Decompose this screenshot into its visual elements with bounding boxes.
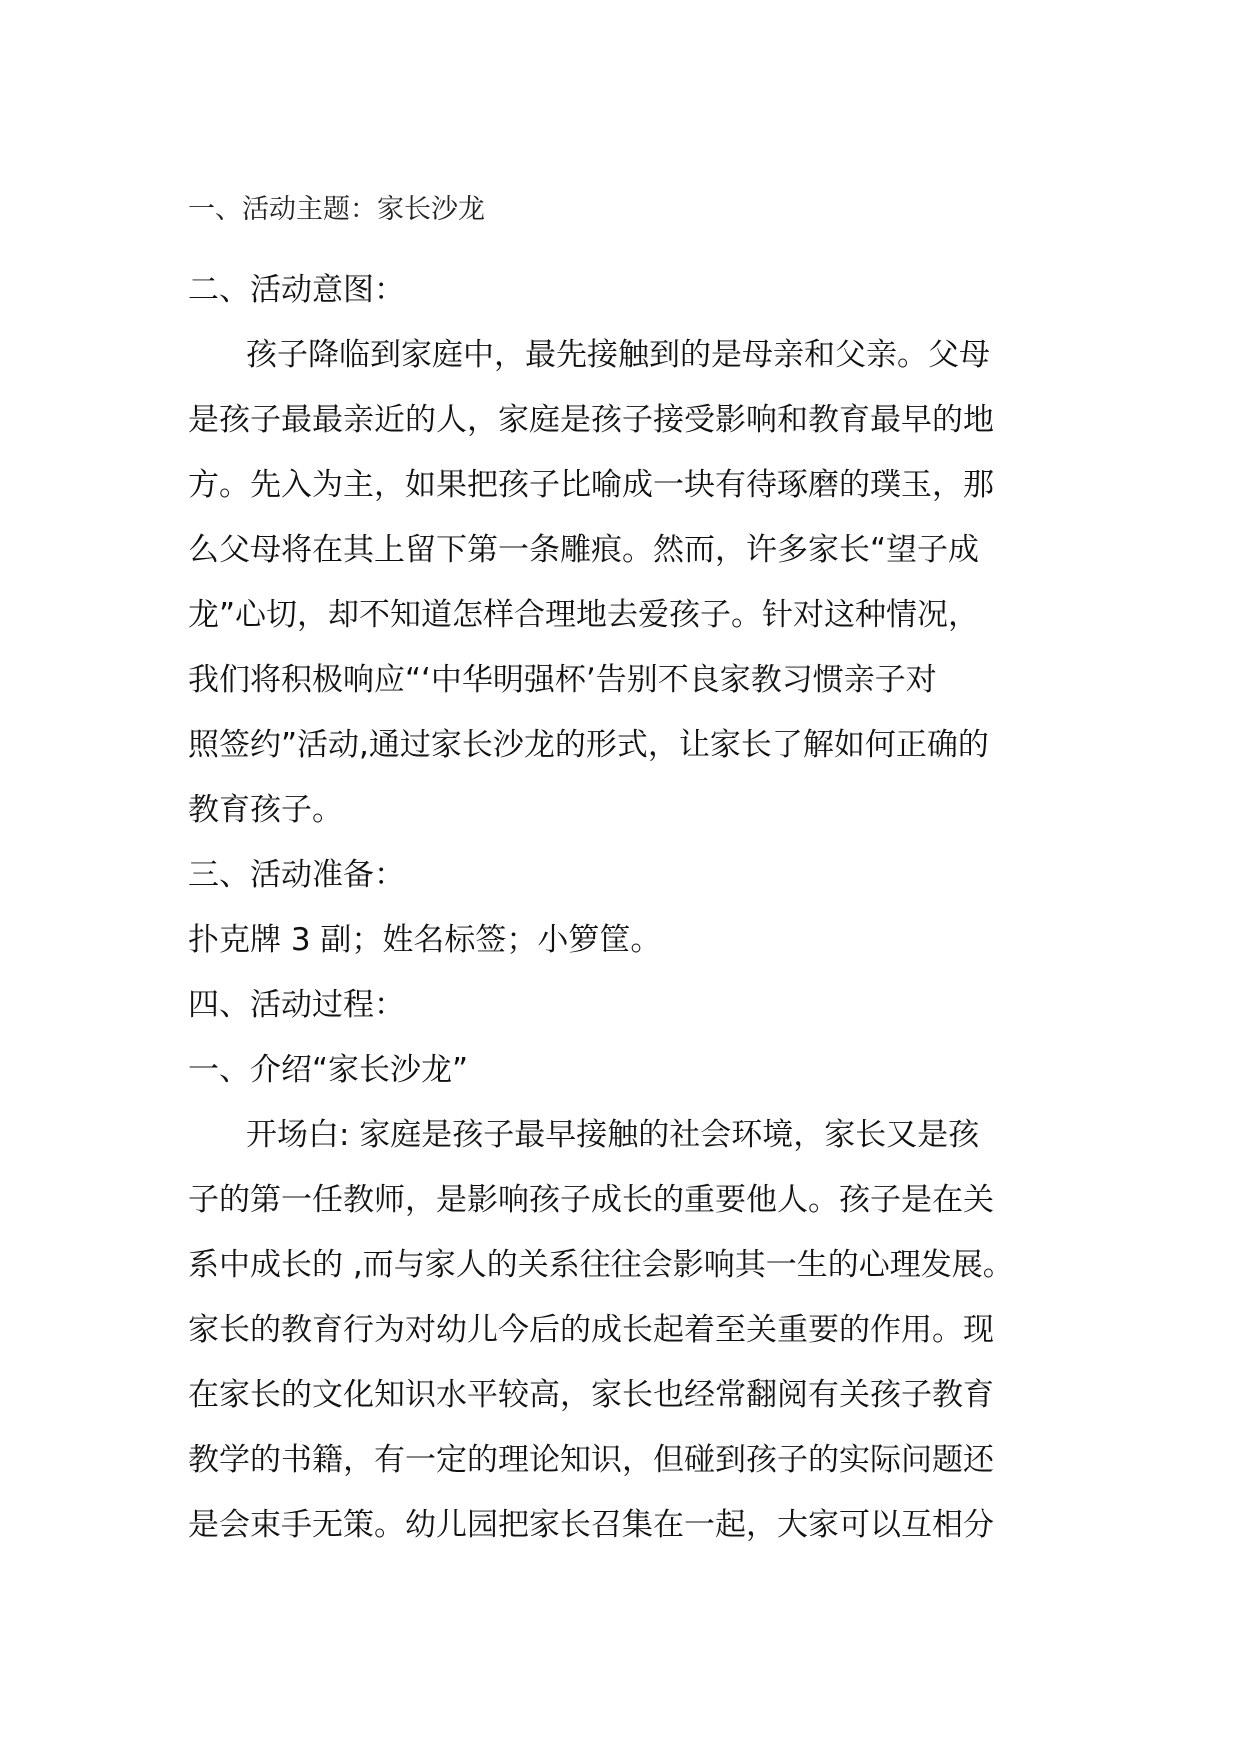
paragraph-line: 家长的教育行为对幼儿今后的成长起着至关重要的作用。现 — [188, 1312, 994, 1348]
paragraph-line: 孩子降临到家庭中，最先接触到的是母亲和父亲。父母 — [246, 337, 990, 373]
paragraph-line: 系中成长的 ,而与家人的关系往往会影响其一生的心理发展。 — [188, 1247, 1014, 1283]
paragraph-line: 是会束手无策。幼儿园把家长召集在一起，大家可以互相分 — [188, 1507, 994, 1543]
paragraph-line: 方。先入为主，如果把孩子比喻成一块有待琢磨的璞玉，那 — [188, 467, 994, 503]
paragraph-line: 开场白: 家庭是孩子最早接触的社会环境，家长又是孩 — [246, 1117, 980, 1153]
section-heading-intent: 二、活动意图： — [188, 272, 405, 308]
paragraph-line: 我们将积极响应“‘中华明强杯’告别不良家教习惯亲子对 — [188, 662, 937, 698]
materials-line: 扑克牌 3 副；姓名标签；小箩筐。 — [188, 922, 662, 958]
paragraph-line: 么父母将在其上留下第一条雕痕。然而，许多家长“望子成 — [188, 532, 980, 568]
section-heading-process: 四、活动过程： — [188, 987, 405, 1023]
paragraph-line: 是孩子最最亲近的人，家庭是孩子接受影响和教育最早的地 — [188, 402, 994, 438]
paragraph-line: 照签约”活动,通过家长沙龙的形式，让家长了解如何正确的 — [188, 727, 989, 763]
paragraph-line: 在家长的文化知识水平较高，家长也经常翻阅有关孩子教育 — [188, 1377, 994, 1413]
paragraph-line: 子的第一任教师，是影响孩子成长的重要他人。孩子是在关 — [188, 1182, 994, 1218]
subsection-heading-intro: 一、介绍“家长沙龙” — [188, 1052, 469, 1088]
section-heading-preparation: 三、活动准备： — [188, 857, 405, 893]
activity-theme-heading: 一、活动主题：家长沙龙 — [188, 194, 485, 225]
paragraph-line: 教学的书籍，有一定的理论知识，但碰到孩子的实际问题还 — [188, 1442, 994, 1478]
document-body — [188, 192, 1058, 1558]
paragraph-line: 教育孩子。 — [188, 792, 343, 828]
paragraph-line: 龙”心切，却不知道怎样合理地去爱孩子。针对这种情况， — [188, 597, 980, 633]
